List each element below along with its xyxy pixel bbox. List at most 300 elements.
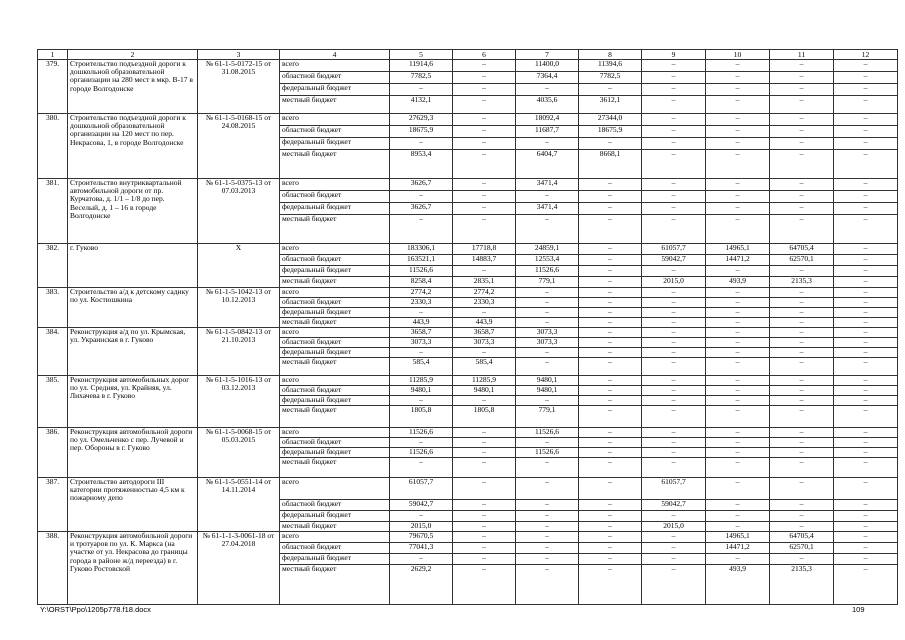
budget-value: – xyxy=(642,406,706,428)
budget-value: – xyxy=(834,318,898,328)
column-header: 2 xyxy=(68,50,198,60)
budget-value: 4132,1 xyxy=(390,96,453,114)
budget-value: – xyxy=(642,438,706,448)
budget-value: 6404,7 xyxy=(516,150,579,179)
budget-value: 2330,3 xyxy=(453,298,516,308)
budget-category: федеральный бюджет xyxy=(280,554,390,565)
budget-value: 2774,2 xyxy=(453,288,516,298)
budget-value: – xyxy=(390,191,453,203)
budget-category: федеральный бюджет xyxy=(280,396,390,406)
budget-category: областной бюджет xyxy=(280,543,390,554)
budget-value: – xyxy=(706,358,770,376)
budget-value: 64705,4 xyxy=(770,532,834,543)
budget-value: 3626,7 xyxy=(390,203,453,215)
budget-value: – xyxy=(834,255,898,266)
budget-value: – xyxy=(770,96,834,114)
budget-value: 77041,3 xyxy=(390,543,453,554)
row-number: 384. xyxy=(38,328,68,376)
budget-value: – xyxy=(453,203,516,215)
budget-value: – xyxy=(706,266,770,277)
budget-value: – xyxy=(453,266,516,277)
table-row xyxy=(38,478,898,500)
budget-value: – xyxy=(516,522,579,532)
budget-value: – xyxy=(770,328,834,338)
budget-value: – xyxy=(453,114,516,126)
budget-value: 3471,4 xyxy=(516,203,579,215)
budget-value: – xyxy=(390,348,453,358)
budget-value: – xyxy=(642,308,706,318)
budget-value: 11526,6 xyxy=(516,448,579,458)
document-number: № 61-1-5-0375-13 от 07.03.2013 xyxy=(198,179,280,244)
budget-value: – xyxy=(516,532,579,543)
budget-value: – xyxy=(642,72,706,84)
budget-value: – xyxy=(516,396,579,406)
budget-value: – xyxy=(516,543,579,554)
budget-value: – xyxy=(834,376,898,386)
document-number: № 61-1-5-0172-15 от 31.08.2015 xyxy=(198,60,280,114)
budget-value: – xyxy=(516,565,579,605)
budget-value: – xyxy=(579,277,642,288)
project-name: Строительство а/д к детскому садику по ул. Костюшкина xyxy=(68,288,198,328)
budget-value: 14471,2 xyxy=(706,255,770,266)
budget-value: – xyxy=(642,298,706,308)
budget-value: – xyxy=(453,308,516,318)
budget-value: – xyxy=(516,138,579,150)
budget-value: – xyxy=(579,308,642,318)
budget-value: 2330,3 xyxy=(390,298,453,308)
budget-value: – xyxy=(390,308,453,318)
budget-value: – xyxy=(770,114,834,126)
document-number: № 61-1-5-0551-14 от 14.11.2014 xyxy=(198,478,280,532)
table-row xyxy=(38,114,898,126)
budget-value: – xyxy=(770,348,834,358)
row-number: 383. xyxy=(38,288,68,328)
project-name: Реконструкция а/д по ул. Крымская, ул. Украинская в г. Гуково xyxy=(68,328,198,376)
budget-value: 27344,0 xyxy=(579,114,642,126)
budget-value: – xyxy=(706,298,770,308)
budget-value: – xyxy=(579,266,642,277)
budget-category: местный бюджет xyxy=(280,96,390,114)
budget-value: 3658,7 xyxy=(453,328,516,338)
budget-category: областной бюджет xyxy=(280,126,390,138)
budget-value: – xyxy=(579,358,642,376)
budget-value: – xyxy=(579,288,642,298)
budget-value: – xyxy=(579,203,642,215)
budget-value: 11285,9 xyxy=(390,376,453,386)
budget-value: – xyxy=(390,396,453,406)
budget-value: 8258,4 xyxy=(390,277,453,288)
budget-value: 2629,2 xyxy=(390,565,453,605)
budget-value: 11687,7 xyxy=(516,126,579,138)
budget-value: 7364,4 xyxy=(516,72,579,84)
budget-value: – xyxy=(706,338,770,348)
budget-category: федеральный бюджет xyxy=(280,348,390,358)
project-name: Реконструкция автомобильной дороги и тротуаров по ул. К. Маркса (на участке от ул. Некрасова до границы города в районе ж/д переезда) в г. Гуково Ростовской xyxy=(68,532,198,605)
budget-category: всего xyxy=(280,478,390,500)
budget-category: всего xyxy=(280,244,390,255)
budget-value: 11526,6 xyxy=(390,448,453,458)
budget-category: всего xyxy=(280,179,390,191)
column-header: 10 xyxy=(706,50,770,60)
budget-value: – xyxy=(516,511,579,522)
budget-value: – xyxy=(706,203,770,215)
budget-value: – xyxy=(579,328,642,338)
budget-category: всего xyxy=(280,114,390,126)
budget-value: – xyxy=(390,215,453,244)
budget-value: – xyxy=(516,500,579,511)
budget-value: – xyxy=(770,72,834,84)
budget-value: – xyxy=(834,543,898,554)
project-name: Строительство автодороги III категории протяженностью 4,5 км к пожарному депо xyxy=(68,478,198,532)
budget-value: 585,4 xyxy=(390,358,453,376)
budget-value: – xyxy=(834,458,898,478)
budget-value: 61057,7 xyxy=(390,478,453,500)
budget-value: – xyxy=(834,522,898,532)
budget-value: – xyxy=(706,179,770,191)
budget-value: – xyxy=(834,277,898,288)
budget-value: – xyxy=(453,500,516,511)
budget-value: 9480,1 xyxy=(516,376,579,386)
budget-value: 11400,0 xyxy=(516,60,579,72)
budget-value: – xyxy=(834,215,898,244)
budget-value: – xyxy=(770,554,834,565)
budget-value: – xyxy=(453,96,516,114)
budget-value: – xyxy=(770,511,834,522)
budget-value: – xyxy=(770,191,834,203)
budget-value: – xyxy=(834,266,898,277)
budget-value: – xyxy=(770,215,834,244)
budget-category: местный бюджет xyxy=(280,318,390,328)
budget-value: – xyxy=(706,138,770,150)
column-header: 4 xyxy=(280,50,390,60)
budget-category: федеральный бюджет xyxy=(280,203,390,215)
budget-value: – xyxy=(834,348,898,358)
budget-value: 14883,7 xyxy=(453,255,516,266)
budget-value: – xyxy=(516,358,579,376)
budget-value: – xyxy=(834,179,898,191)
budget-value: 1805,8 xyxy=(453,406,516,428)
budget-value: – xyxy=(642,266,706,277)
column-header: 8 xyxy=(579,50,642,60)
budget-category: всего xyxy=(280,376,390,386)
budget-value: – xyxy=(516,438,579,448)
budget-value: 3626,7 xyxy=(390,179,453,191)
budget-value: – xyxy=(642,448,706,458)
budget-value: – xyxy=(834,448,898,458)
document-number: № 61-1-5-1016-13 от 03.12.2013 xyxy=(198,376,280,428)
budget-value: – xyxy=(770,376,834,386)
budget-category: областной бюджет xyxy=(280,255,390,266)
budget-value: – xyxy=(706,114,770,126)
budget-value: – xyxy=(642,288,706,298)
budget-value: – xyxy=(834,358,898,376)
budget-value: – xyxy=(706,328,770,338)
budget-value: – xyxy=(770,522,834,532)
budget-value: – xyxy=(834,396,898,406)
budget-category: федеральный бюджет xyxy=(280,138,390,150)
table-row xyxy=(38,532,898,543)
budget-value: – xyxy=(770,60,834,72)
budget-value: – xyxy=(834,114,898,126)
budget-value: – xyxy=(770,358,834,376)
column-header: 12 xyxy=(834,50,898,60)
budget-value: – xyxy=(642,84,706,96)
budget-value: – xyxy=(642,179,706,191)
budget-value: 11526,6 xyxy=(516,428,579,438)
budget-value: 18675,9 xyxy=(579,126,642,138)
budget-value: – xyxy=(453,522,516,532)
budget-value: – xyxy=(642,96,706,114)
row-number: 379. xyxy=(38,60,68,114)
document-number: № 61-1-5-0068-15 от 05.03.2015 xyxy=(198,428,280,478)
budget-value: 779,1 xyxy=(516,406,579,428)
budget-category: областной бюджет xyxy=(280,500,390,511)
budget-value: – xyxy=(642,428,706,438)
budget-value: – xyxy=(706,84,770,96)
budget-value: 4035,6 xyxy=(516,96,579,114)
budget-value: – xyxy=(516,288,579,298)
column-header: 9 xyxy=(642,50,706,60)
budget-value: 443,9 xyxy=(453,318,516,328)
budget-value: 2774,2 xyxy=(390,288,453,298)
budget-value: – xyxy=(642,376,706,386)
budget-value: 3073,3 xyxy=(516,338,579,348)
budget-value: – xyxy=(706,500,770,511)
budget-value: – xyxy=(706,522,770,532)
row-number: 381. xyxy=(38,179,68,244)
budget-value: – xyxy=(453,565,516,605)
budget-value: 7782,5 xyxy=(390,72,453,84)
budget-value: 11526,6 xyxy=(516,266,579,277)
column-header: 6 xyxy=(453,50,516,60)
column-header: 3 xyxy=(198,50,280,60)
budget-value: – xyxy=(770,396,834,406)
budget-value: – xyxy=(453,532,516,543)
budget-value: – xyxy=(579,500,642,511)
budget-value: 2015,0 xyxy=(642,522,706,532)
budget-value: – xyxy=(453,191,516,203)
budget-value: – xyxy=(770,84,834,96)
budget-value: 18675,9 xyxy=(390,126,453,138)
budget-value: – xyxy=(579,406,642,428)
column-number-row xyxy=(38,50,898,60)
column-header: 7 xyxy=(516,50,579,60)
project-name: г. Гуково xyxy=(68,244,198,288)
budget-value: – xyxy=(579,84,642,96)
budget-value: – xyxy=(516,215,579,244)
budget-value: – xyxy=(516,348,579,358)
budget-value: 493,9 xyxy=(706,565,770,605)
budget-value: – xyxy=(770,150,834,179)
document-number: № 61-1-1-3-0061-18 от 27.04.2018 xyxy=(198,532,280,605)
budget-value: – xyxy=(390,138,453,150)
column-header: 1 xyxy=(38,50,68,60)
budget-value: – xyxy=(706,554,770,565)
budget-value: 14965,1 xyxy=(706,244,770,255)
budget-value: – xyxy=(770,458,834,478)
budget-value: – xyxy=(579,565,642,605)
budget-value: – xyxy=(770,138,834,150)
budget-value: 779,1 xyxy=(516,277,579,288)
budget-value: – xyxy=(834,60,898,72)
budget-category: областной бюджет xyxy=(280,338,390,348)
budget-value: – xyxy=(834,328,898,338)
budget-value: – xyxy=(834,438,898,448)
budget-value: 2135,3 xyxy=(770,277,834,288)
budget-value: 14471,2 xyxy=(706,543,770,554)
budget-category: федеральный бюджет xyxy=(280,448,390,458)
budget-value: 11526,6 xyxy=(390,266,453,277)
budget-value: – xyxy=(834,565,898,605)
budget-value: – xyxy=(706,428,770,438)
budget-value: – xyxy=(834,338,898,348)
row-number: 385. xyxy=(38,376,68,428)
budget-category: областной бюджет xyxy=(280,298,390,308)
table-row xyxy=(38,428,898,438)
budget-value: – xyxy=(834,511,898,522)
budget-value: 9480,1 xyxy=(453,386,516,396)
budget-value: – xyxy=(834,386,898,396)
budget-value: – xyxy=(642,543,706,554)
budget-value: – xyxy=(579,255,642,266)
budget-value: – xyxy=(579,386,642,396)
budget-value: 18092,4 xyxy=(516,114,579,126)
budget-value: – xyxy=(642,532,706,543)
budget-value: 2835,1 xyxy=(453,277,516,288)
budget-value: – xyxy=(579,191,642,203)
budget-value: 8668,1 xyxy=(579,150,642,179)
budget-value: 493,9 xyxy=(706,277,770,288)
budget-value: – xyxy=(770,478,834,500)
project-name: Строительство подъездной дороги к дошкольной образовательной организации на 120 мест по пер. Некрасова, 1, в городе Волгодонске xyxy=(68,114,198,179)
budget-category: областной бюджет xyxy=(280,191,390,203)
budget-value: 11526,6 xyxy=(390,428,453,438)
budget-value: – xyxy=(642,396,706,406)
budget-value: – xyxy=(579,396,642,406)
budget-value: 59042,7 xyxy=(390,500,453,511)
budget-value: – xyxy=(834,150,898,179)
budget-value: – xyxy=(642,150,706,179)
row-number: 388. xyxy=(38,532,68,605)
budget-value: 2015,0 xyxy=(642,277,706,288)
budget-value: – xyxy=(579,478,642,500)
budget-value: – xyxy=(770,126,834,138)
budget-value: – xyxy=(834,203,898,215)
budget-value: 3612,1 xyxy=(579,96,642,114)
budget-value: – xyxy=(706,438,770,448)
budget-value: – xyxy=(579,543,642,554)
budget-value: 2015,0 xyxy=(390,522,453,532)
budget-value: – xyxy=(642,328,706,338)
budget-value: – xyxy=(706,406,770,428)
budget-value: – xyxy=(770,203,834,215)
budget-category: федеральный бюджет xyxy=(280,511,390,522)
budget-value: – xyxy=(453,511,516,522)
budget-value: 3073,3 xyxy=(453,338,516,348)
budget-value: – xyxy=(642,348,706,358)
row-number: 386. xyxy=(38,428,68,478)
budget-value: 61057,7 xyxy=(642,244,706,255)
project-name: Строительство внутриквартальной автомобильной дороги от пр. Курчатова, д. 1/1 – 1/8 до пер. Веселый, д. 1 – 16 в городе Волгодонске xyxy=(68,179,198,244)
budget-value: – xyxy=(706,126,770,138)
budget-value: – xyxy=(770,318,834,328)
budget-value: – xyxy=(770,500,834,511)
budget-value: – xyxy=(834,244,898,255)
budget-value: – xyxy=(834,308,898,318)
budget-value: – xyxy=(579,244,642,255)
budget-category: всего xyxy=(280,532,390,543)
budget-value: – xyxy=(579,458,642,478)
budget-value: – xyxy=(642,114,706,126)
budget-value: – xyxy=(516,308,579,318)
budget-value: – xyxy=(834,428,898,438)
budget-category: местный бюджет xyxy=(280,522,390,532)
budget-value: – xyxy=(770,179,834,191)
budget-value: 11394,6 xyxy=(579,60,642,72)
budget-value: – xyxy=(453,478,516,500)
budget-value: – xyxy=(453,554,516,565)
budget-value: – xyxy=(453,458,516,478)
budget-value: – xyxy=(642,215,706,244)
budget-value: – xyxy=(706,191,770,203)
budget-category: местный бюджет xyxy=(280,358,390,376)
budget-value: – xyxy=(579,532,642,543)
budget-value: – xyxy=(390,438,453,448)
budget-value: 1805,8 xyxy=(390,406,453,428)
budget-value: – xyxy=(453,126,516,138)
budget-value: – xyxy=(834,126,898,138)
budget-value: – xyxy=(642,203,706,215)
budget-value: – xyxy=(770,288,834,298)
budget-value: – xyxy=(834,288,898,298)
budget-value: 11914,6 xyxy=(390,60,453,72)
table-row xyxy=(38,60,898,72)
budget-value: 3073,3 xyxy=(390,338,453,348)
footer-file-path: Y:\ORST\Ppo\1205p778.f18.docx xyxy=(40,605,151,614)
budget-value: 3658,7 xyxy=(390,328,453,338)
budget-value: – xyxy=(453,428,516,438)
budget-value: – xyxy=(770,298,834,308)
budget-value: – xyxy=(642,126,706,138)
budget-value: – xyxy=(834,138,898,150)
budget-value: 27629,3 xyxy=(390,114,453,126)
budget-value: – xyxy=(770,406,834,428)
budget-value: – xyxy=(390,554,453,565)
budget-value: 64705,4 xyxy=(770,244,834,255)
budget-category: местный бюджет xyxy=(280,458,390,478)
project-name: Реконструкция автомобильных дорог по ул. Средняя, ул. Крайняя, ул. Лихачева в г. Гуково xyxy=(68,376,198,428)
budget-value: – xyxy=(706,215,770,244)
budget-value: – xyxy=(834,478,898,500)
budget-category: федеральный бюджет xyxy=(280,84,390,96)
budget-value: 9480,1 xyxy=(516,386,579,396)
document-number: № 61-1-5-0168-15 от 24.08.2015 xyxy=(198,114,280,179)
budget-value: – xyxy=(453,396,516,406)
budget-value: – xyxy=(706,386,770,396)
budget-value: – xyxy=(453,215,516,244)
budget-value: 79670,5 xyxy=(390,532,453,543)
budget-value: – xyxy=(642,191,706,203)
budget-value: – xyxy=(642,138,706,150)
budget-value: 2135,3 xyxy=(770,565,834,605)
table-row xyxy=(38,244,898,255)
budget-value: – xyxy=(579,138,642,150)
budget-value: 62570,1 xyxy=(770,255,834,266)
budget-value: – xyxy=(770,448,834,458)
budget-value: – xyxy=(579,376,642,386)
table-body xyxy=(38,60,898,605)
budget-value: – xyxy=(642,554,706,565)
